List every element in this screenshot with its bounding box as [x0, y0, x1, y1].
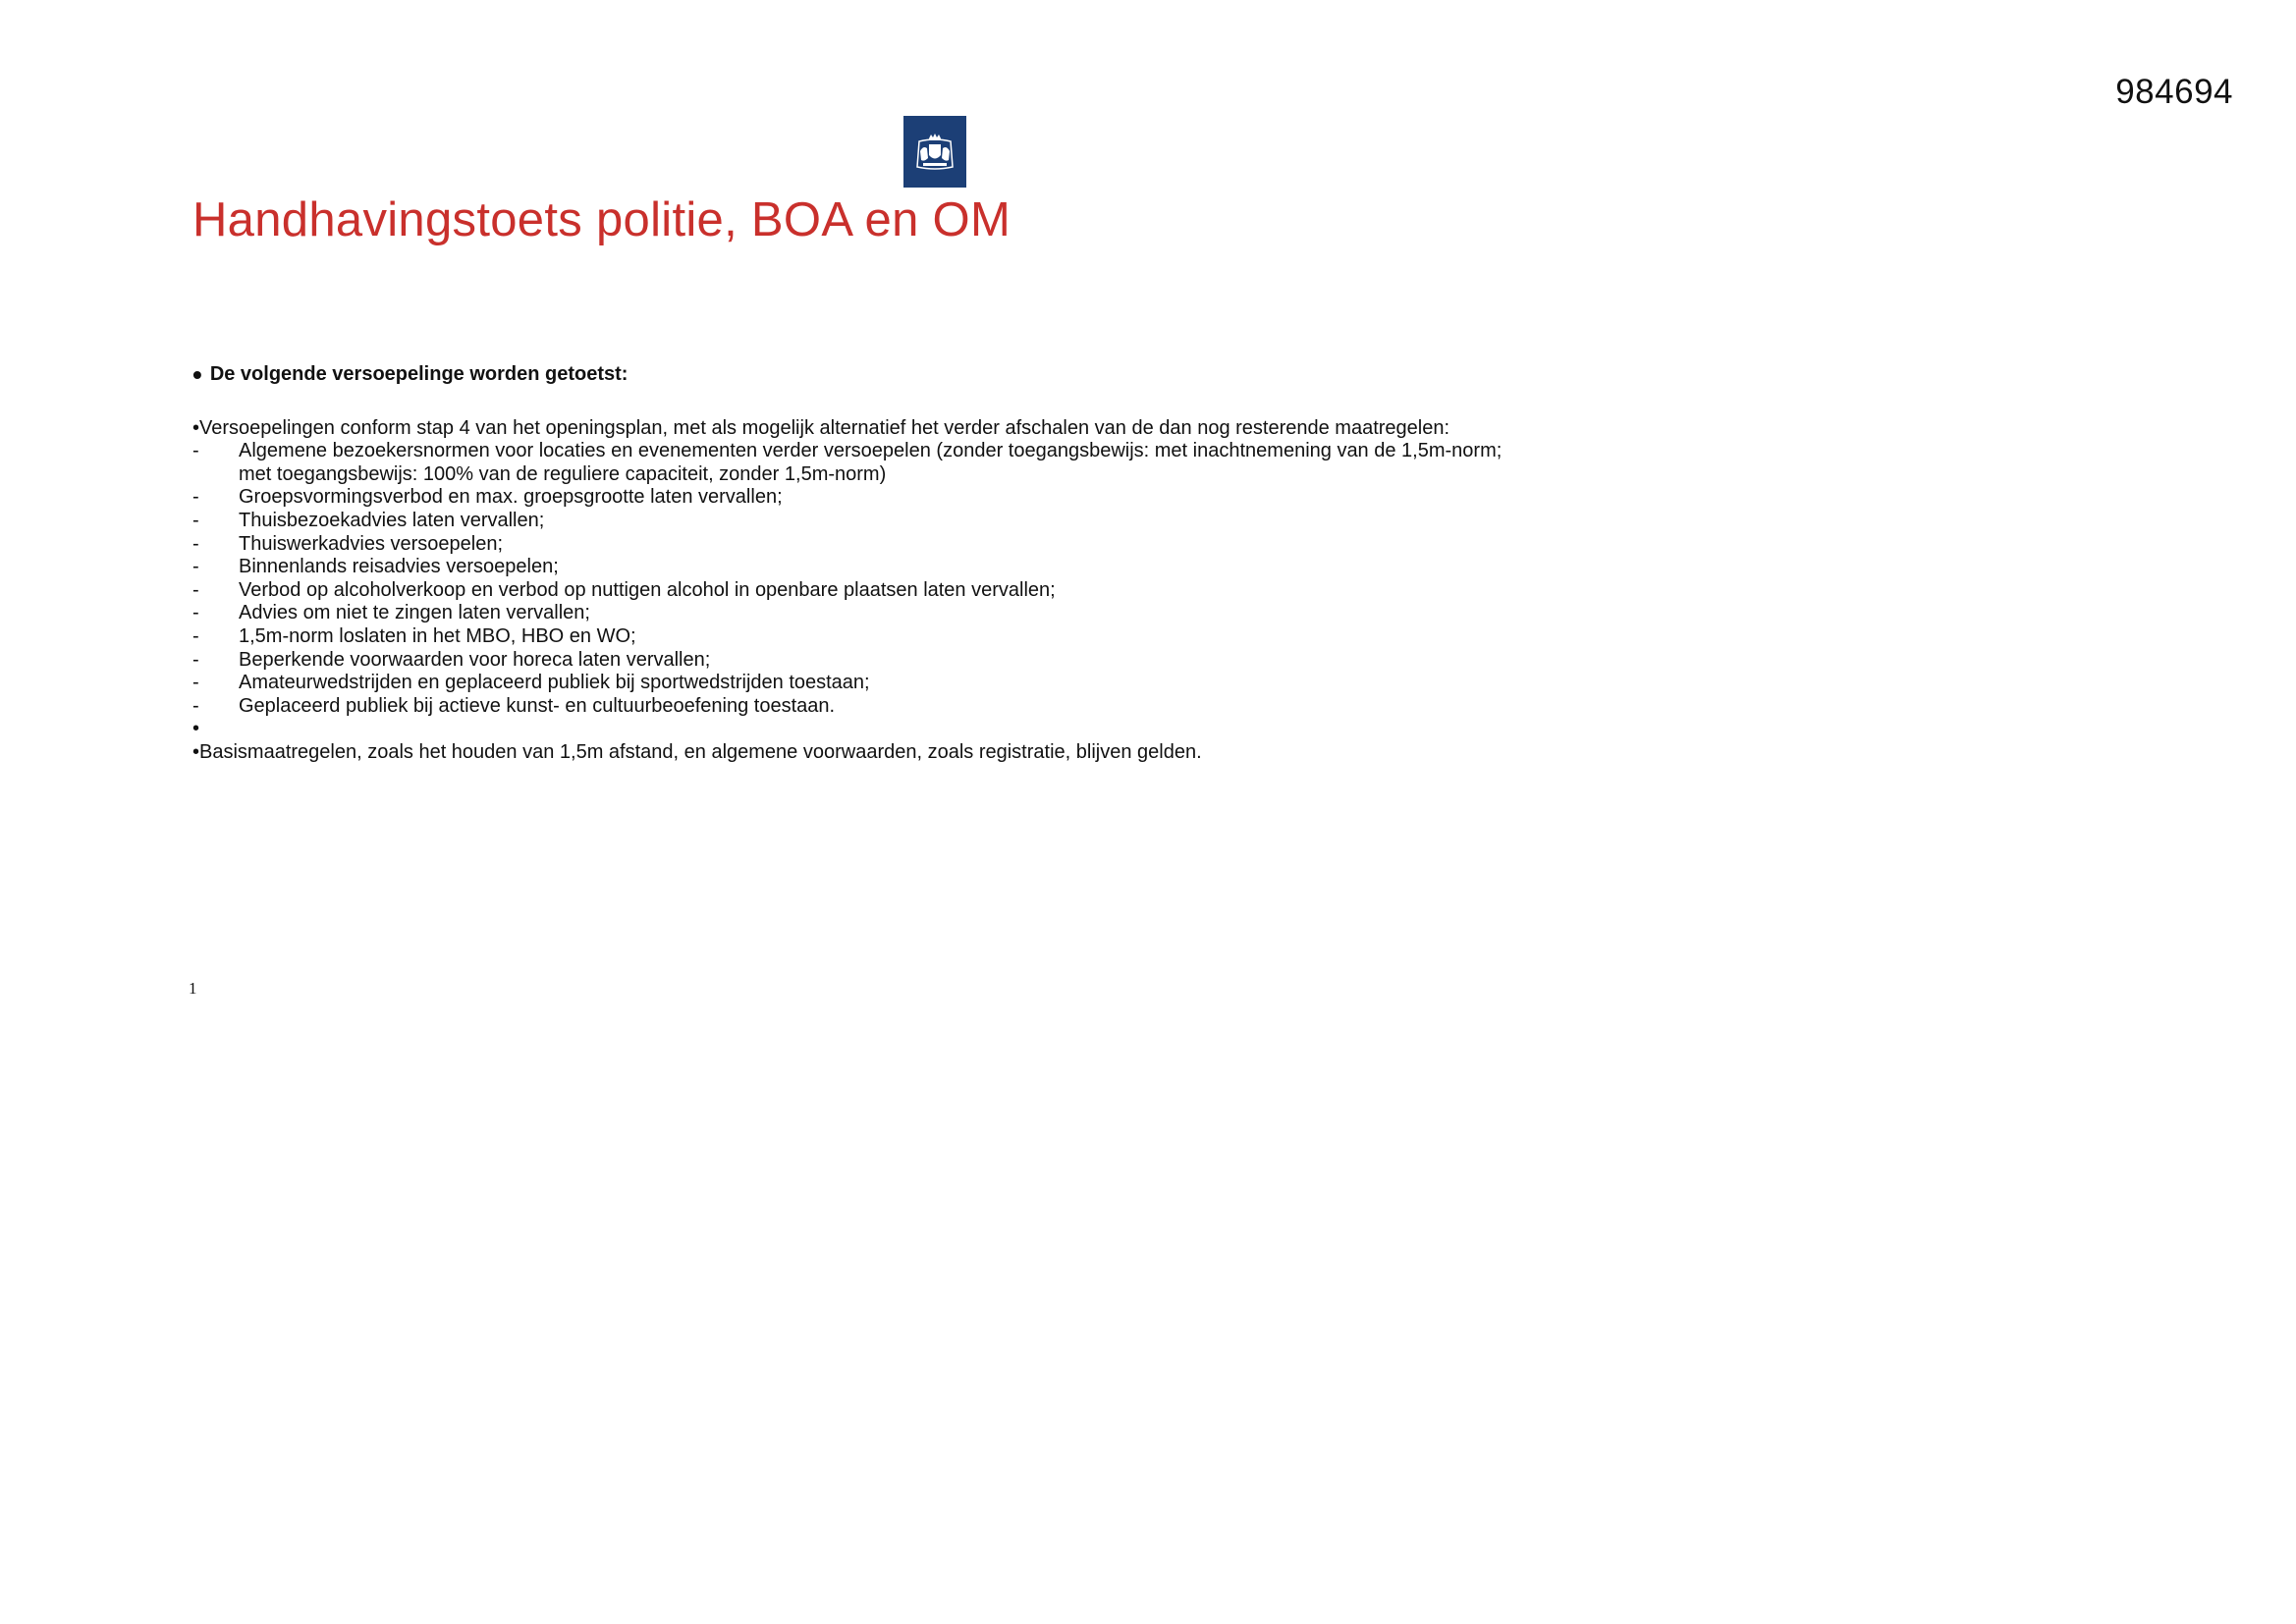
- list-item-text: Verbod op alcoholverkoop en verbod op nuttigen alcohol in openbare plaatsen laten vervallen;: [239, 578, 1056, 601]
- bullet-icon: •: [192, 358, 202, 390]
- list-item-text: Algemene bezoekersnormen voor locaties en evenementen verder versoepelen (zonder toegangsbewijs: met inachtnemening van de 1,5m-norm;: [239, 440, 1503, 462]
- measures-list: [192, 440, 2058, 718]
- page-title: Handhavingstoets politie, BOA en OM: [192, 193, 1011, 246]
- logo: [903, 116, 966, 188]
- list-item-text: Advies om niet te zingen laten vervallen;: [239, 602, 590, 624]
- page-number: 1: [189, 979, 197, 998]
- list-dash: -: [192, 440, 199, 462]
- list-item-text: Binnenlands reisadvies versoepelen;: [239, 556, 559, 578]
- list-item-text: Thuisbezoekadvies laten vervallen;: [239, 509, 545, 531]
- list-item: [192, 695, 2058, 719]
- list-item-text: Beperkende voorwaarden voor horeca laten vervallen;: [239, 648, 711, 671]
- section-heading-text: De volgende versoepelinge worden getoetst:: [209, 363, 629, 385]
- list-item: [192, 510, 2058, 533]
- list-dash: -: [192, 672, 199, 694]
- document-number: 984694: [2115, 73, 2233, 111]
- list-item-text: Groepsvormingsverbod en max. groepsgrootte laten vervallen;: [239, 486, 783, 509]
- list-item: [192, 533, 2058, 557]
- closing-text: •Basismaatregelen, zoals het houden van 1,5m afstand, en algemene voorwaarden, zoals registratie, blijven gelden.: [192, 740, 1202, 763]
- list-item: [192, 579, 2058, 603]
- list-item: [192, 556, 2058, 579]
- list-dash: -: [192, 578, 199, 601]
- list-dash: -: [192, 694, 199, 717]
- list-dash: -: [192, 624, 199, 647]
- list-item-text-continued: met toegangsbewijs: 100% van de reguliere capaciteit, zonder 1,5m-norm): [239, 462, 887, 485]
- list-dash: -: [192, 556, 199, 578]
- list-item: [192, 625, 2058, 649]
- list-item-text: Thuiswerkadvies versoepelen;: [239, 532, 504, 555]
- list-dash: -: [192, 532, 199, 555]
- intro-text: •Versoepelingen conform stap 4 van het openingsplan, met als mogelijk alternatief het verder afschalen van de dan nog resterende maatregelen:: [192, 416, 1450, 439]
- document-body: [192, 358, 2058, 765]
- list-dash: -: [192, 509, 199, 531]
- list-dash: -: [192, 602, 199, 624]
- list-item: [192, 440, 2058, 486]
- list-item-text: Geplaceerd publiek bij actieve kunst- en cultuurbeoefening toestaan.: [239, 694, 836, 717]
- empty-bullet: •: [192, 718, 200, 740]
- list-item-text: Amateurwedstrijden en geplaceerd publiek bij sportwedstrijden toestaan;: [239, 672, 870, 694]
- list-item: [192, 672, 2058, 695]
- list-dash: -: [192, 486, 199, 509]
- list-item: [192, 486, 2058, 510]
- list-item-text: 1,5m-norm loslaten in het MBO, HBO en WO;: [239, 624, 636, 647]
- list-item: [192, 602, 2058, 625]
- list-item: [192, 649, 2058, 673]
- list-dash: -: [192, 648, 199, 671]
- royal-coat-of-arms-icon: [909, 132, 960, 173]
- section-heading: [192, 358, 2058, 390]
